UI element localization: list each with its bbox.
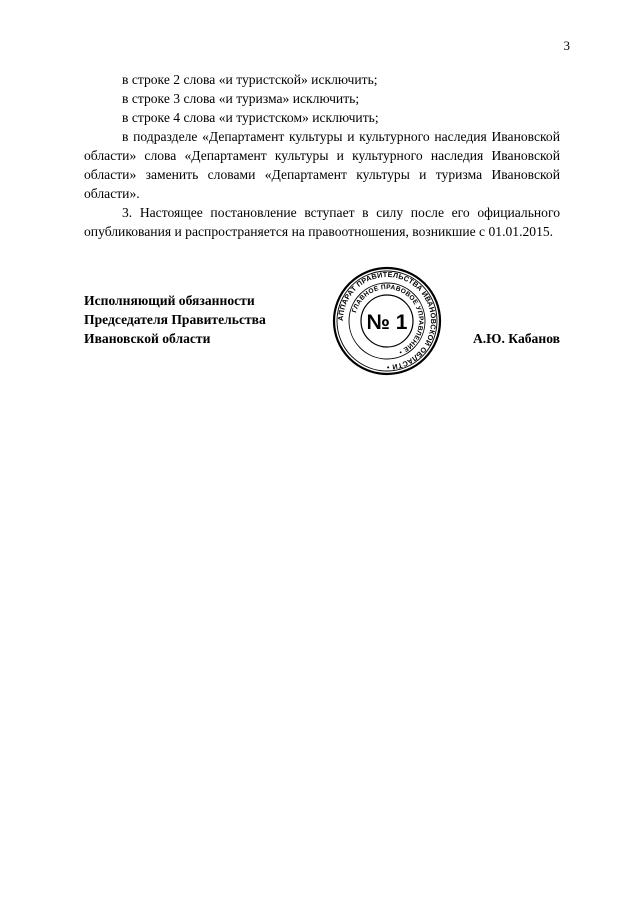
paragraph: в строке 4 слова «и туристском» исключить; <box>122 110 379 125</box>
stamp-inner-text-path: ГЛАВНОЕ ПРАВОВОЕ УПРАВЛЕНИЕ • <box>351 283 425 356</box>
page-number: 3 <box>563 38 570 53</box>
official-stamp <box>332 266 442 376</box>
paragraph: в подразделе «Департамент культуры и культурного наследия Ивановской области» слова «Департамент культуры и культурного наследия Ивановской области» заменить словами «Департамент культуры и туризма Ивановской области». <box>84 129 560 201</box>
signatory-title-line: Исполняющий обязанности <box>84 293 255 308</box>
signatory-title <box>84 291 266 348</box>
signatory-name: А.Ю. Кабанов <box>472 331 560 346</box>
document-body <box>84 70 560 241</box>
signatory-title-line: Ивановской области <box>84 331 211 346</box>
paragraph: 3. Настоящее постановление вступает в силу после его официального опубликования и распространяется на правоотношения, возникшие с 01.01.2015. <box>84 205 560 239</box>
paragraph: в строке 3 слова «и туризма» исключить; <box>122 91 360 106</box>
stamp-outer-text-path: АППАРАТ ПРАВИТЕЛЬСТВА ИВАНОВСКОЙ ОБЛАСТИ • <box>335 269 439 373</box>
signatory-title-line: Председателя Правительства <box>84 312 266 327</box>
signature-block <box>84 269 560 391</box>
paragraph: в строке 2 слова «и туристской» исключить; <box>122 72 378 87</box>
stamp-center-number: № 1 <box>366 311 408 334</box>
stamp-seal-icon <box>332 266 442 376</box>
